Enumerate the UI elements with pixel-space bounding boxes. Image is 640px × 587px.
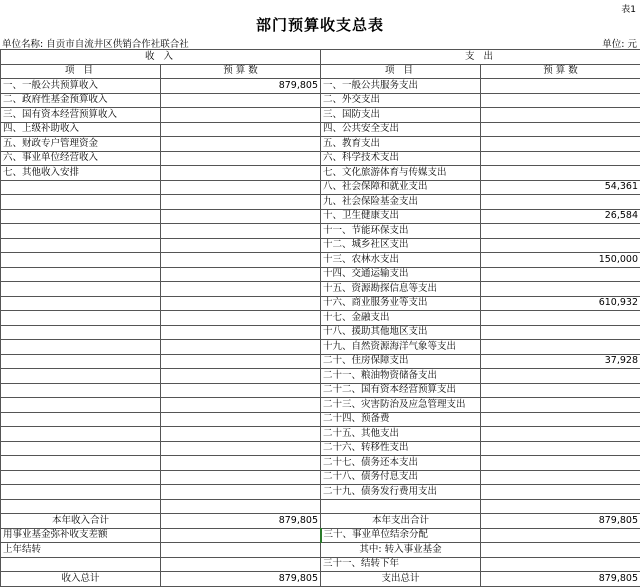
expense-value-cell: 610,932 [481,296,640,311]
expense-value-cell [481,398,640,413]
expense-item-cell: 十、卫生健康支出 [321,209,481,224]
income-item-cell [1,427,161,442]
table-row [1,195,640,210]
expense-value-cell [481,282,640,297]
income-item-cell [1,369,161,384]
expense-item-cell: 二、外交支出 [321,93,481,108]
tail-row-1-left: 用事业基金弥补收支差额 [1,528,161,543]
income-value-cell [161,195,321,210]
income-grand-label: 收入总计 [1,572,161,587]
expense-value-cell [481,166,640,181]
table-row [1,485,640,500]
table-row [1,383,640,398]
income-item-header: 项 目 [1,64,161,79]
org-name: 单位名称: 自贡市自流井区供销合作社联合社 [2,36,189,50]
income-value-cell [161,369,321,384]
income-item-cell: 三、国有资本经营预算收入 [1,108,161,123]
income-value-cell [161,441,321,456]
grand-total-row [1,572,640,587]
income-value-cell [161,354,321,369]
income-item-cell [1,311,161,326]
table-row [1,108,640,123]
expense-item-cell: 二十四、预备费 [321,412,481,427]
income-item-cell [1,441,161,456]
income-item-cell [1,470,161,485]
expense-value-cell [481,93,640,108]
income-item-cell [1,282,161,297]
table-row [1,122,640,137]
income-value-cell [161,151,321,166]
table-row [1,441,640,456]
income-item-cell [1,325,161,340]
expense-item-cell: 十九、自然资源海洋气象等支出 [321,340,481,355]
expense-value-cell [481,137,640,152]
budget-summary-table [0,49,640,587]
income-value-cell [161,253,321,268]
income-value-cell [161,470,321,485]
expense-value-cell [481,427,640,442]
income-item-cell [1,195,161,210]
income-value-cell [161,485,321,500]
income-item-cell [1,253,161,268]
income-budget-header: 预 算 数 [161,64,321,79]
table-row [1,340,640,355]
expense-value-cell: 26,584 [481,209,640,224]
table-row [1,296,640,311]
income-value-cell: 879,805 [161,79,321,94]
tail-row-3-right: 三十一、结转下年 [321,557,481,572]
expense-value-cell [481,79,640,94]
blank-row [1,499,640,514]
income-item-cell [1,485,161,500]
annual-total-row [1,514,640,529]
tail-row-3 [1,557,640,572]
expense-value-cell [481,441,640,456]
income-total-value: 879,805 [161,514,321,529]
expense-value-cell [481,151,640,166]
expense-item-cell: 二十八、债务付息支出 [321,470,481,485]
income-value-cell [161,224,321,239]
expense-item-cell: 十二、城乡社区支出 [321,238,481,253]
income-section-header: 收 入 [1,50,321,65]
income-item-cell: 二、政府性基金预算收入 [1,93,161,108]
table-row [1,369,640,384]
expense-value-cell [481,485,640,500]
column-header-row [1,64,640,79]
expense-item-cell: 二十九、债务发行费用支出 [321,485,481,500]
expense-item-cell: 十六、商业服务业等支出 [321,296,481,311]
income-value-cell [161,122,321,137]
expense-value-cell [481,470,640,485]
table-row [1,427,640,442]
income-value-cell [161,296,321,311]
income-item-cell [1,412,161,427]
income-value-cell [161,325,321,340]
header-info-row [0,34,640,48]
income-value-cell [161,340,321,355]
expense-value-cell [481,340,640,355]
expense-value-cell [481,267,640,282]
income-item-cell: 七、其他收入安排 [1,166,161,181]
table-row [1,311,640,326]
expense-item-cell: 二十一、粮油物资储备支出 [321,369,481,384]
tail-row-2 [1,543,640,558]
table-footer [1,499,640,586]
expense-item-cell: 六、科学技术支出 [321,151,481,166]
expense-item-cell: 十一、节能环保支出 [321,224,481,239]
expense-item-cell: 二十七、债务还本支出 [321,456,481,471]
income-value-cell [161,137,321,152]
tail-row-2-left: 上年结转 [1,543,161,558]
table-row [1,151,640,166]
expense-item-cell: 四、公共安全支出 [321,122,481,137]
expense-item-cell: 二十、住房保障支出 [321,354,481,369]
expense-item-cell: 十八、援助其他地区支出 [321,325,481,340]
income-item-cell [1,383,161,398]
income-value-cell [161,412,321,427]
income-item-cell [1,340,161,355]
income-value-cell [161,238,321,253]
expense-total-label: 本年支出合计 [321,514,481,529]
expense-grand-value: 879,805 [481,572,640,587]
expense-budget-header: 预 算 数 [481,64,640,79]
expense-value-cell [481,369,640,384]
table-row [1,224,640,239]
table-number: 表1 [621,2,636,15]
expense-total-value: 879,805 [481,514,640,529]
income-value-cell [161,282,321,297]
income-item-cell [1,267,161,282]
table-row [1,238,640,253]
expense-item-cell: 一、一般公共服务支出 [321,79,481,94]
expense-value-cell [481,325,640,340]
table-row [1,180,640,195]
income-grand-value: 879,805 [161,572,321,587]
income-item-cell [1,238,161,253]
expense-value-cell: 54,361 [481,180,640,195]
expense-item-header: 项 目 [321,64,481,79]
income-total-label: 本年收入合计 [1,514,161,529]
expense-value-cell [481,311,640,326]
table-row [1,282,640,297]
expense-item-cell: 十三、农林水支出 [321,253,481,268]
expense-value-cell: 37,928 [481,354,640,369]
page-title: 部门预算收支总表 [0,14,640,35]
income-item-cell: 六、事业单位经营收入 [1,151,161,166]
table-row [1,209,640,224]
tail-row-2-right: 其中: 转入事业基金 [321,543,481,558]
income-item-cell [1,354,161,369]
expense-value-cell [481,224,640,239]
expense-value-cell [481,108,640,123]
tail-row-1 [1,528,640,543]
expense-item-cell: 三、国防支出 [321,108,481,123]
expense-item-cell: 十七、金融支出 [321,311,481,326]
expense-item-cell: 七、文化旅游体育与传媒支出 [321,166,481,181]
table-row [1,93,640,108]
expense-item-cell: 二十三、灾害防治及应急管理支出 [321,398,481,413]
expense-item-cell: 五、教育支出 [321,137,481,152]
income-value-cell [161,267,321,282]
table-row [1,354,640,369]
income-value-cell [161,180,321,195]
table-row [1,412,640,427]
table-row [1,456,640,471]
income-item-cell [1,296,161,311]
expense-value-cell [481,195,640,210]
expense-section-header: 支 出 [321,50,640,65]
expense-value-cell [481,238,640,253]
income-value-cell [161,93,321,108]
expense-item-cell: 二十六、转移性支出 [321,441,481,456]
tail-row-1-right: 三十、事业单位结余分配 [321,528,481,543]
income-value-cell [161,209,321,224]
income-item-cell [1,209,161,224]
expense-value-cell [481,456,640,471]
income-value-cell [161,456,321,471]
income-value-cell [161,398,321,413]
expense-grand-label: 支出总计 [321,572,481,587]
income-item-cell [1,456,161,471]
table-row [1,267,640,282]
table-row [1,166,640,181]
expense-item-cell: 十四、交通运输支出 [321,267,481,282]
table-row [1,398,640,413]
income-item-cell [1,180,161,195]
income-item-cell: 一、一般公共预算收入 [1,79,161,94]
expense-item-cell: 九、社会保险基金支出 [321,195,481,210]
expense-item-cell: 二十五、其他支出 [321,427,481,442]
income-value-cell [161,383,321,398]
expense-value-cell [481,412,640,427]
income-item-cell [1,224,161,239]
income-value-cell [161,166,321,181]
expense-item-cell: 十五、资源勘探信息等支出 [321,282,481,297]
expense-value-cell: 150,000 [481,253,640,268]
section-header-row [1,50,640,65]
expense-value-cell [481,122,640,137]
table-row [1,253,640,268]
table-row [1,79,640,94]
income-value-cell [161,108,321,123]
expense-item-cell: 二十二、国有资本经营预算支出 [321,383,481,398]
income-value-cell [161,427,321,442]
table-row [1,470,640,485]
expense-item-cell: 八、社会保障和就业支出 [321,180,481,195]
table-body [1,79,640,500]
income-item-cell: 五、财政专户管理资金 [1,137,161,152]
income-item-cell: 四、上级补助收入 [1,122,161,137]
income-item-cell [1,398,161,413]
table-row [1,137,640,152]
table-row [1,325,640,340]
income-value-cell [161,311,321,326]
currency-unit: 单位: 元 [602,36,637,50]
expense-value-cell [481,383,640,398]
